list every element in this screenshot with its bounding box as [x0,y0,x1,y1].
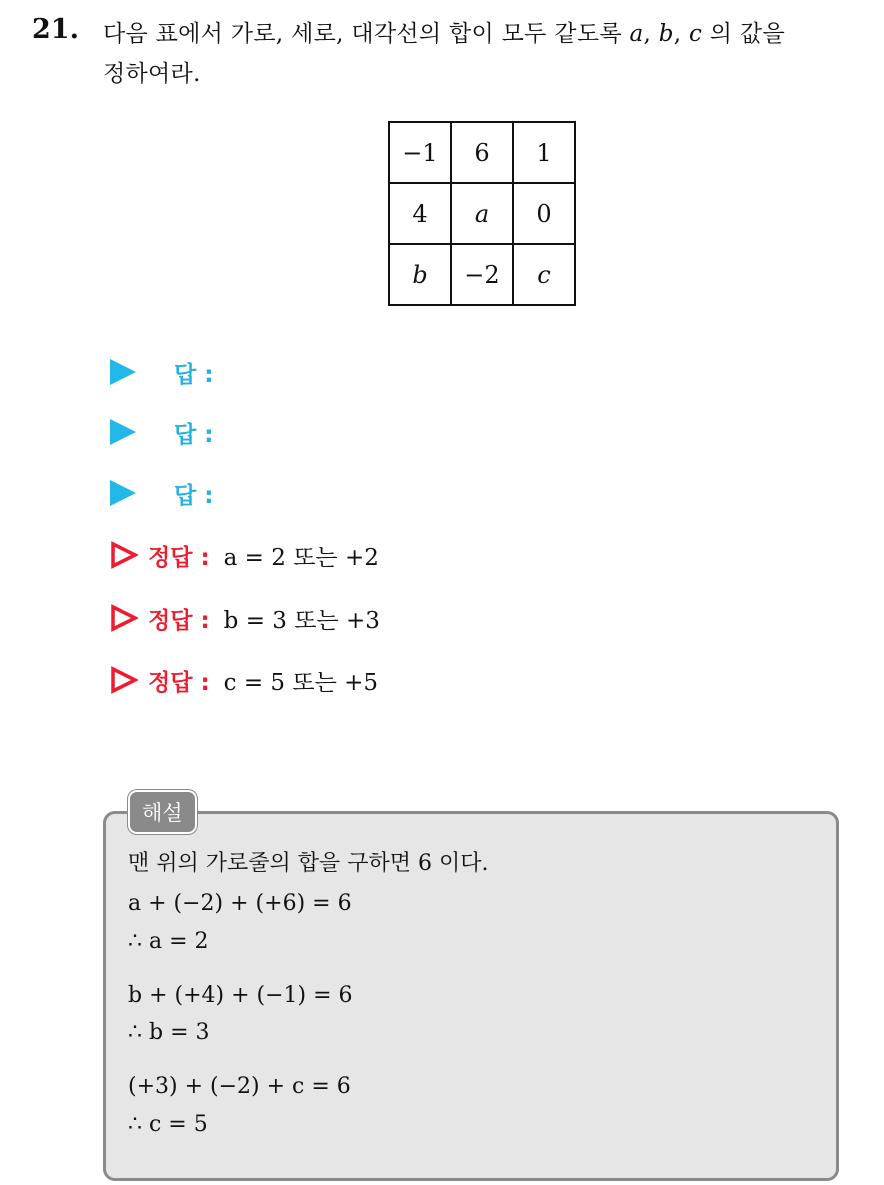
solution-line: ∴ a = 2 [128,929,209,954]
play-outline-icon [110,604,138,632]
answer-blank-3: 답 : [110,475,213,511]
solution-tag: 해설 [128,790,197,834]
play-icon [110,359,136,385]
correct-answer-1: 정답 : a = 2 또는 +2 [110,537,379,573]
grid-cell: b [389,244,451,305]
play-outline-icon [110,666,138,694]
correct-answer-2: 정답 : b = 3 또는 +3 [110,600,380,636]
solution-line: ∴ c = 5 [128,1112,208,1137]
solution-line: ∴ b = 3 [128,1020,210,1045]
grid-cell: −2 [451,244,513,305]
grid-cell: c [513,244,575,305]
magic-square-table [388,121,576,306]
solution-line: 맨 위의 가로줄의 합을 구하면 6 이다. [128,851,489,876]
table-row [389,244,575,305]
solution-line: b + (+4) + (−1) = 6 [128,983,353,1008]
answer-blank-2: 답 : [110,414,213,450]
correct-answer-3: 정답 : c = 5 또는 +5 [110,662,378,698]
question-line-2: 정하여라. [103,61,201,87]
grid-cell: 4 [389,183,451,244]
table-row [389,122,575,183]
grid-cell: 6 [451,122,513,183]
question-line-1: 다음 표에서 가로, 세로, 대각선의 합이 모두 같도록 a, b, c 의 값을 [103,21,785,47]
play-outline-icon [110,541,138,569]
question-number: 21. [32,14,79,45]
question-text [103,14,873,94]
solution-line: a + (−2) + (+6) = 6 [128,891,352,916]
table-row [389,183,575,244]
grid-cell: −1 [389,122,451,183]
play-icon [110,419,136,445]
grid-cell: 1 [513,122,575,183]
grid-cell: a [451,183,513,244]
grid-cell: 0 [513,183,575,244]
solution-line: (+3) + (−2) + c = 6 [128,1074,351,1099]
play-icon [110,480,136,506]
answer-blank-1: 답 : [110,354,213,390]
